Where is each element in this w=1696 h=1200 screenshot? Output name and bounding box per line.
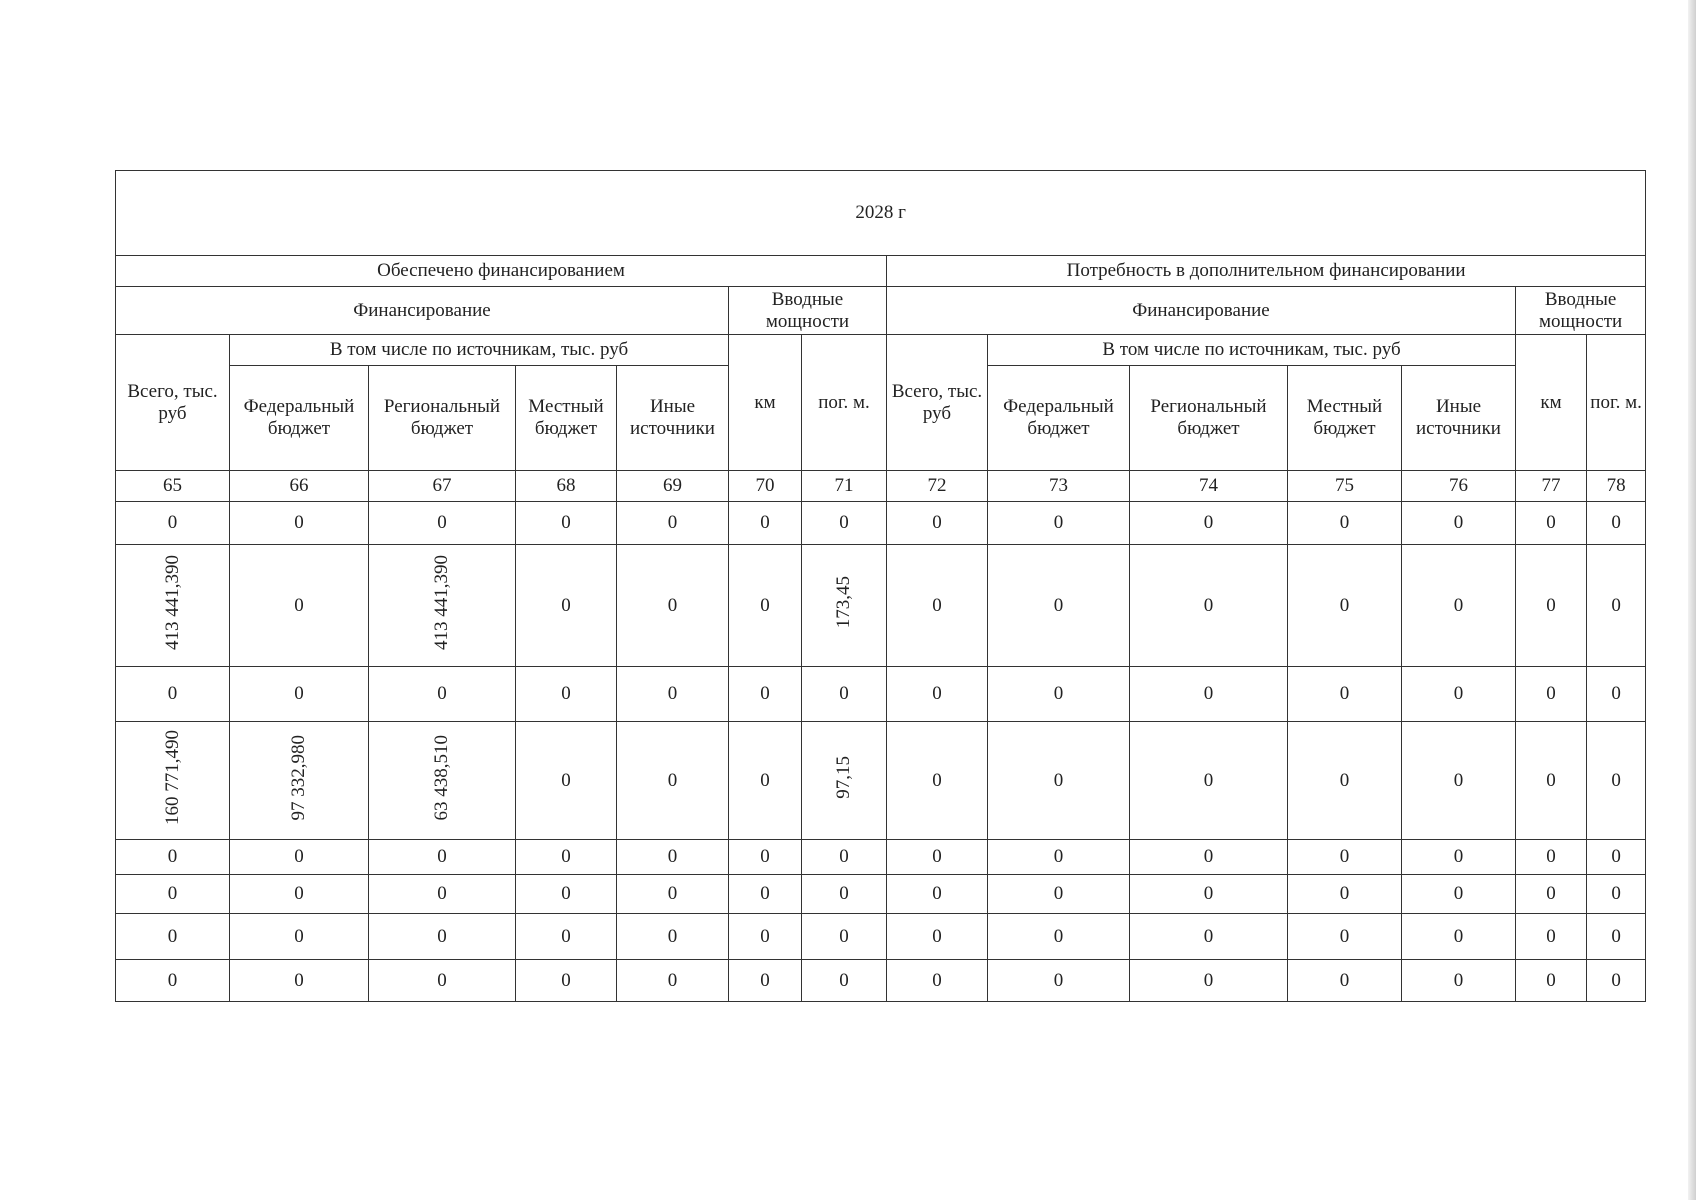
table-cell: 0 bbox=[1516, 960, 1587, 1002]
financing-right: Финансирование bbox=[887, 287, 1516, 335]
col-number: 76 bbox=[1402, 471, 1516, 502]
table-cell: 0 bbox=[369, 840, 516, 875]
table-cell: 0 bbox=[887, 502, 988, 545]
group-secured: Обеспечено финансированием bbox=[116, 256, 887, 287]
table-cell: 0 bbox=[617, 545, 729, 667]
table-row bbox=[116, 545, 1646, 667]
col-number: 68 bbox=[516, 471, 617, 502]
table-cell: 0 bbox=[802, 502, 887, 545]
table-cell bbox=[230, 722, 369, 840]
table-cell: 0 bbox=[887, 667, 988, 722]
table-cell: 0 bbox=[1402, 914, 1516, 960]
table-cell: 0 bbox=[1130, 875, 1288, 914]
table-cell-value: 413 441,390 bbox=[161, 555, 183, 650]
table-cell: 0 bbox=[369, 667, 516, 722]
table-cell: 0 bbox=[617, 960, 729, 1002]
table-cell bbox=[116, 545, 230, 667]
table-cell: 0 bbox=[1587, 502, 1646, 545]
table-cell: 0 bbox=[802, 875, 887, 914]
table-cell: 0 bbox=[1516, 545, 1587, 667]
financing-left: Финансирование bbox=[116, 287, 729, 335]
table-row bbox=[116, 960, 1646, 1002]
col-federal-left: Федеральный бюджет bbox=[230, 366, 369, 471]
table-cell: 0 bbox=[887, 722, 988, 840]
table-cell: 0 bbox=[1288, 545, 1402, 667]
table-cell: 0 bbox=[802, 667, 887, 722]
table-cell-value: 413 441,390 bbox=[431, 555, 452, 650]
table-cell: 0 bbox=[988, 840, 1130, 875]
table-cell: 0 bbox=[1288, 875, 1402, 914]
table-cell: 0 bbox=[887, 840, 988, 875]
table-cell: 0 bbox=[1288, 840, 1402, 875]
table-cell-value: 160 771,490 bbox=[161, 730, 183, 825]
table-cell: 0 bbox=[516, 667, 617, 722]
table-cell: 0 bbox=[1130, 960, 1288, 1002]
table-cell: 0 bbox=[1288, 960, 1402, 1002]
col-km-right: км bbox=[1516, 335, 1587, 471]
table-cell: 0 bbox=[369, 960, 516, 1002]
table-cell: 0 bbox=[1130, 722, 1288, 840]
table-cell: 0 bbox=[1130, 840, 1288, 875]
capacity-right: Вводные мощности bbox=[1516, 287, 1646, 335]
table-cell: 0 bbox=[988, 545, 1130, 667]
table-cell: 0 bbox=[116, 667, 230, 722]
table-cell: 0 bbox=[988, 960, 1130, 1002]
column-number-row bbox=[116, 471, 1646, 502]
table-cell: 0 bbox=[729, 875, 802, 914]
table-cell: 0 bbox=[1516, 840, 1587, 875]
table-cell: 0 bbox=[1288, 667, 1402, 722]
table-cell: 0 bbox=[116, 875, 230, 914]
table-cell: 0 bbox=[1402, 545, 1516, 667]
table-row bbox=[116, 502, 1646, 545]
table-cell: 0 bbox=[1402, 667, 1516, 722]
table-cell: 0 bbox=[1288, 502, 1402, 545]
table-cell: 0 bbox=[729, 722, 802, 840]
col-number: 75 bbox=[1288, 471, 1402, 502]
col-local-right: Местный бюджет bbox=[1288, 366, 1402, 471]
table-cell: 0 bbox=[1516, 502, 1587, 545]
table-cell: 0 bbox=[230, 502, 369, 545]
table-cell: 0 bbox=[1587, 722, 1646, 840]
sources-right: В том числе по источникам, тыс. руб bbox=[988, 335, 1516, 366]
table-cell: 0 bbox=[617, 914, 729, 960]
table-cell: 0 bbox=[369, 914, 516, 960]
table-cell: 0 bbox=[369, 502, 516, 545]
col-pog-left: пог. м. bbox=[802, 335, 887, 471]
table-cell: 0 bbox=[1516, 667, 1587, 722]
table-cell: 0 bbox=[887, 960, 988, 1002]
table-cell: 0 bbox=[617, 667, 729, 722]
table-cell: 0 bbox=[1516, 914, 1587, 960]
table-cell: 0 bbox=[516, 840, 617, 875]
table-cell: 0 bbox=[516, 875, 617, 914]
col-regional-left: Региональный бюджет bbox=[369, 366, 516, 471]
table-cell: 0 bbox=[729, 502, 802, 545]
table-cell: 0 bbox=[1402, 840, 1516, 875]
table-cell: 0 bbox=[887, 545, 988, 667]
table-cell: 0 bbox=[1402, 502, 1516, 545]
table-cell: 0 bbox=[988, 502, 1130, 545]
table-cell: 0 bbox=[617, 840, 729, 875]
data-rows bbox=[116, 502, 1646, 1002]
table-cell bbox=[802, 722, 887, 840]
col-other-right: Иные источники bbox=[1402, 366, 1516, 471]
col-km-left: км bbox=[729, 335, 802, 471]
table-cell: 0 bbox=[617, 502, 729, 545]
col-total-left: Всего, тыс. руб bbox=[116, 335, 230, 471]
table-cell: 0 bbox=[1130, 545, 1288, 667]
table-cell-value: 97 332,980 bbox=[288, 734, 309, 821]
table-cell: 0 bbox=[1587, 840, 1646, 875]
table-cell: 0 bbox=[116, 914, 230, 960]
table-cell: 0 bbox=[1516, 875, 1587, 914]
col-number: 66 bbox=[230, 471, 369, 502]
table-row bbox=[116, 875, 1646, 914]
table-cell bbox=[369, 722, 516, 840]
table-cell: 0 bbox=[802, 840, 887, 875]
table-cell: 0 bbox=[802, 960, 887, 1002]
year-title: 2028 г bbox=[116, 171, 1646, 256]
table-cell: 0 bbox=[230, 840, 369, 875]
table-cell: 0 bbox=[1288, 722, 1402, 840]
capacity-left: Вводные мощности bbox=[729, 287, 887, 335]
table-cell: 0 bbox=[516, 502, 617, 545]
col-federal-right: Федеральный бюджет bbox=[988, 366, 1130, 471]
table-cell-value: 97,15 bbox=[833, 756, 854, 799]
table-cell: 0 bbox=[988, 875, 1130, 914]
table-cell: 0 bbox=[1587, 875, 1646, 914]
col-number: 74 bbox=[1130, 471, 1288, 502]
table-cell: 0 bbox=[516, 545, 617, 667]
table-cell bbox=[116, 722, 230, 840]
table-cell: 0 bbox=[516, 914, 617, 960]
table-cell: 0 bbox=[1587, 667, 1646, 722]
table-cell: 0 bbox=[116, 502, 230, 545]
table-cell: 0 bbox=[1402, 875, 1516, 914]
table-cell: 0 bbox=[116, 840, 230, 875]
col-number: 73 bbox=[988, 471, 1130, 502]
table-cell: 0 bbox=[369, 875, 516, 914]
table-cell: 0 bbox=[1402, 960, 1516, 1002]
financing-table bbox=[115, 170, 1646, 1002]
col-number: 71 bbox=[802, 471, 887, 502]
col-local-left: Местный бюджет bbox=[516, 366, 617, 471]
table-cell: 0 bbox=[729, 960, 802, 1002]
col-regional-right: Региональный бюджет bbox=[1130, 366, 1288, 471]
table-cell: 0 bbox=[988, 914, 1130, 960]
col-number: 77 bbox=[1516, 471, 1587, 502]
table-cell: 0 bbox=[988, 667, 1130, 722]
col-number: 70 bbox=[729, 471, 802, 502]
table-cell: 0 bbox=[516, 722, 617, 840]
table-cell: 0 bbox=[1587, 545, 1646, 667]
table-cell: 0 bbox=[1130, 667, 1288, 722]
table-cell: 0 bbox=[617, 875, 729, 914]
col-number: 69 bbox=[617, 471, 729, 502]
table-cell: 0 bbox=[116, 960, 230, 1002]
table-cell: 0 bbox=[729, 840, 802, 875]
table-row bbox=[116, 722, 1646, 840]
table-cell: 0 bbox=[1130, 502, 1288, 545]
table-cell: 0 bbox=[887, 875, 988, 914]
table-cell bbox=[802, 545, 887, 667]
table-cell: 0 bbox=[230, 914, 369, 960]
table-cell: 0 bbox=[988, 722, 1130, 840]
table-cell: 0 bbox=[1402, 722, 1516, 840]
table-cell: 0 bbox=[230, 545, 369, 667]
col-number: 65 bbox=[116, 471, 230, 502]
table-cell: 0 bbox=[1288, 914, 1402, 960]
col-pog-right: пог. м. bbox=[1587, 335, 1646, 471]
col-number: 72 bbox=[887, 471, 988, 502]
table-cell: 0 bbox=[516, 960, 617, 1002]
table-cell bbox=[369, 545, 516, 667]
table-cell: 0 bbox=[1587, 914, 1646, 960]
table-cell: 0 bbox=[1516, 722, 1587, 840]
col-number: 78 bbox=[1587, 471, 1646, 502]
col-total-right: Всего, тыс. руб bbox=[887, 335, 988, 471]
table-cell: 0 bbox=[1130, 914, 1288, 960]
table-cell: 0 bbox=[729, 667, 802, 722]
table-cell: 0 bbox=[729, 545, 802, 667]
table-cell: 0 bbox=[802, 914, 887, 960]
table-cell: 0 bbox=[230, 875, 369, 914]
sources-left: В том числе по источникам, тыс. руб bbox=[230, 335, 729, 366]
table-row bbox=[116, 914, 1646, 960]
page-edge bbox=[1688, 0, 1696, 1200]
table-cell: 0 bbox=[617, 722, 729, 840]
table-cell: 0 bbox=[729, 914, 802, 960]
table-cell-value: 63 438,510 bbox=[431, 734, 452, 821]
table-cell: 0 bbox=[230, 667, 369, 722]
table-cell: 0 bbox=[1587, 960, 1646, 1002]
table-cell: 0 bbox=[230, 960, 369, 1002]
table-cell: 0 bbox=[887, 914, 988, 960]
col-number: 67 bbox=[369, 471, 516, 502]
table-row bbox=[116, 840, 1646, 875]
table-cell-value: 173,45 bbox=[833, 576, 854, 629]
group-additional: Потребность в дополнительном финансировании bbox=[887, 256, 1646, 287]
col-other-left: Иные источники bbox=[617, 366, 729, 471]
table-row bbox=[116, 667, 1646, 722]
